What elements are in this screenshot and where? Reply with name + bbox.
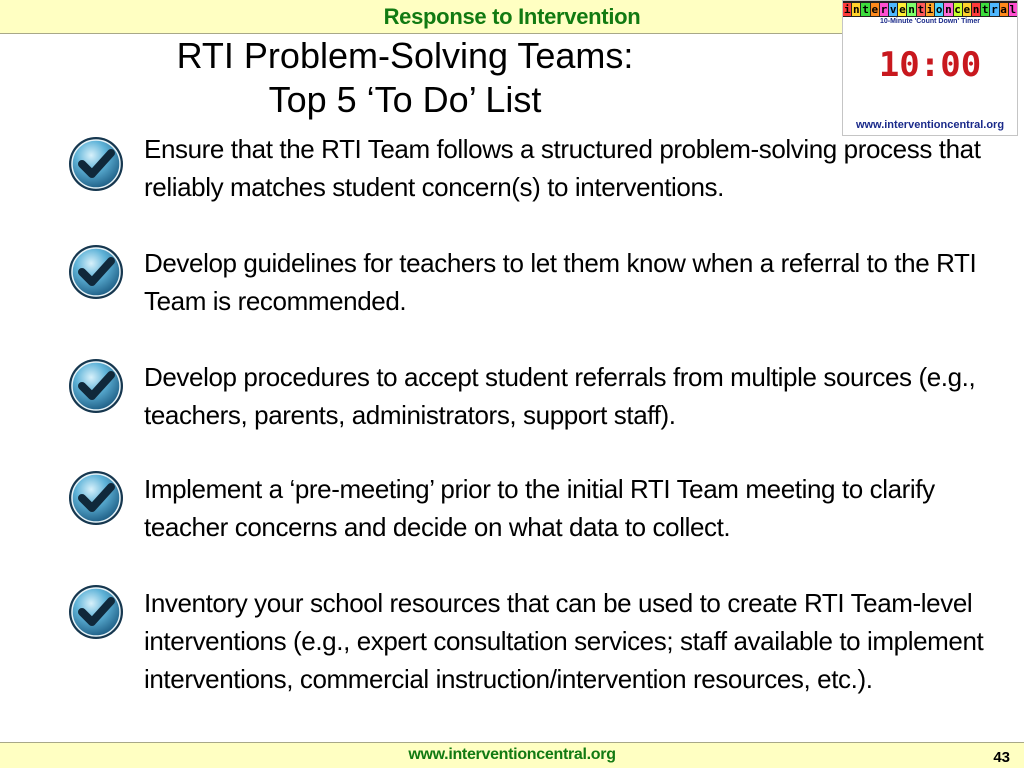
list-item-text: Develop guidelines for teachers to let them know when a referral to the RTI Team is recommended.	[144, 248, 977, 316]
logo-letter: t	[981, 2, 989, 16]
page-number: 43	[993, 749, 1010, 766]
checkmark-icon	[66, 582, 126, 642]
timer-url[interactable]: www.interventioncentral.org	[855, 119, 1005, 131]
checkmark-icon	[66, 468, 126, 528]
logo-letter: c	[954, 2, 961, 16]
logo-letter: t	[917, 2, 925, 16]
title-line-2: Top 5 ‘To Do’ List	[268, 79, 542, 120]
logo-letter: n	[853, 2, 860, 16]
checkmark-icon	[66, 242, 126, 302]
logo-letter: i	[926, 2, 934, 16]
checkmark-icon	[66, 134, 126, 194]
logo-letter: t	[862, 2, 869, 16]
list-item-text: Ensure that the RTI Team follows a structured problem-solving process that reliably matches student concern(s) to interventions.	[144, 134, 981, 202]
list-item-text: Inventory your school resources that can be used to create RTI Team-level interventions (e.g., expert consultation services; staff available to implement interventions, commercial instruction/intervention resources, etc.).	[144, 588, 984, 694]
logo-letter: e	[899, 2, 906, 16]
logo-letter: i	[843, 2, 851, 16]
logo-letter: o	[935, 2, 943, 16]
logo-letter: n	[908, 2, 915, 16]
list-item-text: Develop procedures to accept student referrals from multiple sources (e.g., teachers, parents, administrators, support staff).	[144, 362, 976, 430]
timer-value: 10:00	[878, 45, 982, 85]
list-item-text: Implement a ‘pre-meeting’ prior to the initial RTI Team meeting to clarify teacher concerns and decide on what data to collect.	[144, 474, 935, 542]
logo-letter: n	[945, 2, 952, 16]
banner-title: Response to Intervention	[383, 4, 641, 29]
logo-letter: e	[871, 2, 879, 16]
footer-url[interactable]: www.interventioncentral.org	[408, 746, 616, 763]
logo-letter: v	[889, 2, 897, 16]
timer-label: 10-Minute 'Count Down' Timer	[879, 18, 981, 25]
logo-letter: l	[1009, 2, 1017, 16]
footer-bar	[0, 742, 1024, 768]
title-line-1: RTI Problem-Solving Teams:	[176, 35, 634, 76]
logo-letter: e	[963, 2, 971, 16]
checkmark-icon	[66, 356, 126, 416]
logo-letter: r	[880, 2, 888, 16]
logo-letter: a	[1000, 2, 1007, 16]
logo-letter: n	[972, 2, 980, 16]
logo-letter: r	[991, 2, 998, 16]
